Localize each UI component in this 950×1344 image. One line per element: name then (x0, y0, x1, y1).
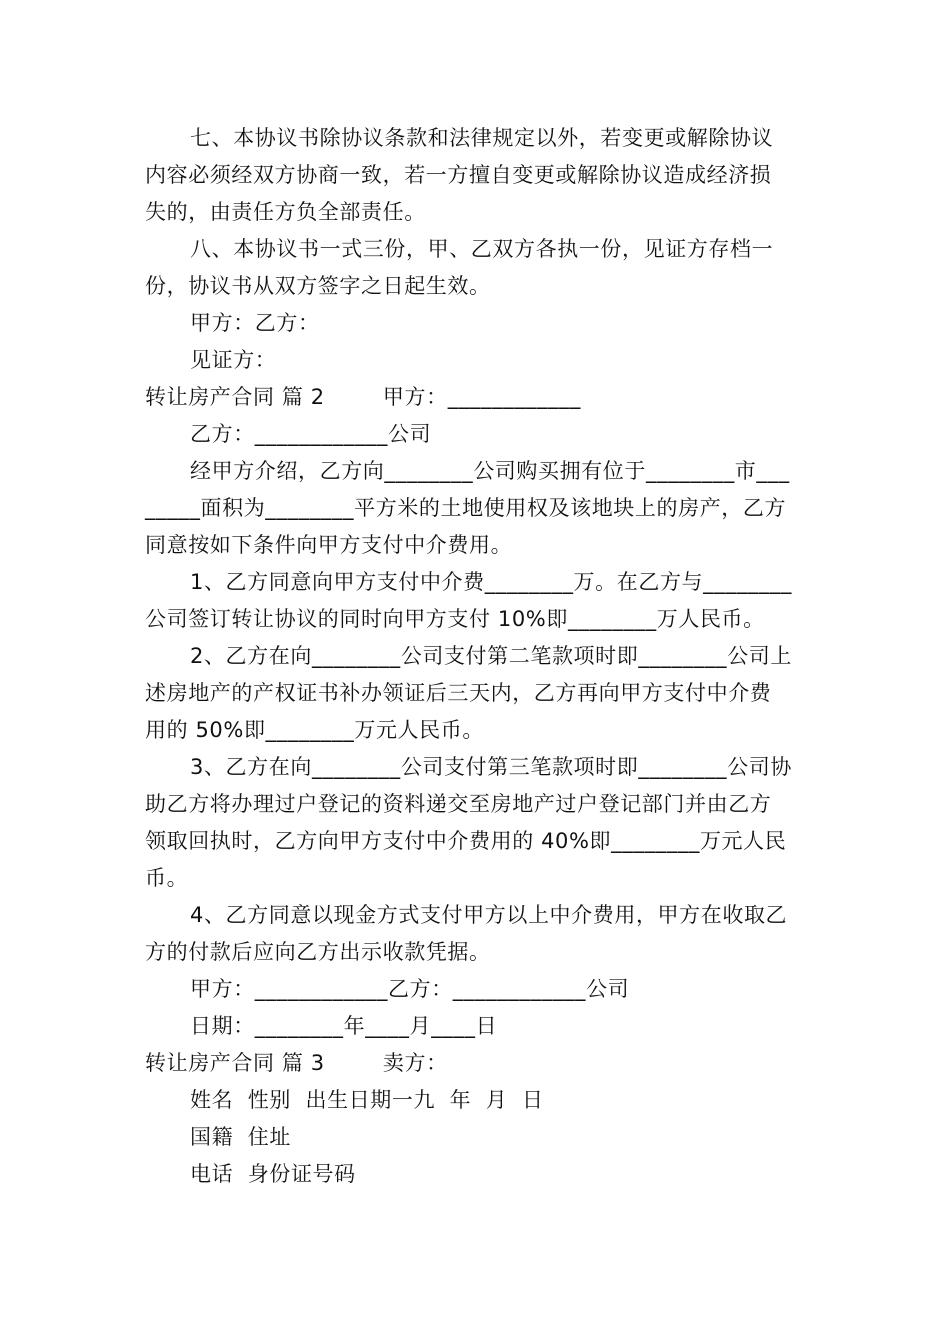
clause-3-line-4: 币。 (145, 866, 189, 890)
seller-name-line: 姓名 性别 出生日期一九 年 月 日 (190, 1088, 544, 1112)
clause-3-line-3: 领取回执时，乙方向甲方支付中介费用的 40%即________万元人民 (145, 829, 787, 853)
clause-2-line-3: 用的 50%即________万元人民币。 (145, 718, 484, 742)
section-3-heading: 转让房产合同 篇 3 卖方： (145, 1051, 448, 1075)
clause-1-line-1: 1、乙方同意向甲方支付中介费________万。在乙方与________ (190, 570, 792, 594)
date-line: 日期：________年____月____日 (190, 1014, 498, 1038)
section-2-heading: 转让房产合同 篇 2 甲方：____________ (145, 385, 581, 409)
paragraph-7-line-2: 内容必须经双方协商一致，若一方擅自变更或解除协议造成经济损 (145, 163, 772, 187)
clause-2-line-1: 2、乙方在向________公司支付第二笔款项时即________公司上 (190, 644, 792, 668)
clause-3-line-1: 3、乙方在向________公司支付第三笔款项时即________公司协 (190, 755, 792, 779)
paragraph-8-line-2: 份，协议书从双方签字之日起生效。 (145, 274, 491, 298)
intro-line-1: 经甲方介绍，乙方向________公司购买拥有位于________市___ (190, 459, 790, 483)
intro-line-2: _____面积为________平方米的土地使用权及该地块上的房产，乙方 (145, 496, 787, 520)
seller-phone-line: 电话 身份证号码 (190, 1162, 356, 1186)
paragraph-7-line-3: 失的，由责任方负全部责任。 (145, 200, 426, 224)
signature-witness: 见证方： (190, 348, 277, 372)
party-b-line: 乙方：____________公司 (190, 422, 432, 446)
clause-3-line-2: 助乙方将办理过户登记的资料递交至房地产过户登记部门并由乙方 (145, 792, 772, 816)
intro-line-3: 同意按如下条件向甲方支付中介费用。 (145, 533, 513, 557)
seller-nationality-line: 国籍 住址 (190, 1125, 291, 1149)
clause-4-line-2: 方的付款后应向乙方出示收款凭据。 (145, 940, 491, 964)
paragraph-7-line-1: 七、本协议书除协议条款和法律规定以外，若变更或解除协议 (190, 126, 774, 150)
clause-4-line-1: 4、乙方同意以现金方式支付甲方以上中介费用，甲方在收取乙 (190, 903, 788, 927)
signature-line: 甲方：____________乙方：____________公司 (190, 977, 630, 1001)
signature-party-a-b: 甲方：乙方： (190, 311, 320, 335)
clause-2-line-2: 述房地产的产权证书补办领证后三天内，乙方再向甲方支付中介费 (145, 681, 772, 705)
clause-1-line-2: 公司签订转让协议的同时向甲方支付 10%即________万人民币。 (145, 607, 765, 631)
paragraph-8-line-1: 八、本协议书一式三份，甲、乙双方各执一份，见证方存档一 (190, 237, 774, 261)
